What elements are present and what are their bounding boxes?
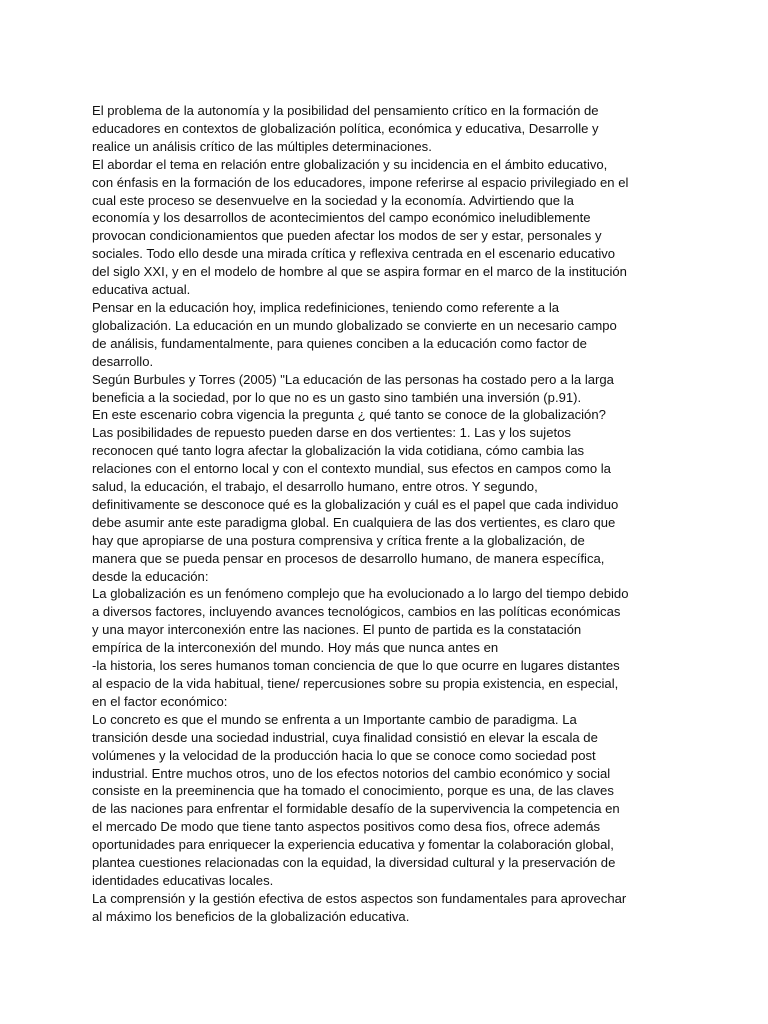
text-line: salud, la educación, el trabajo, el desarrollo humano, entre otros. Y segundo, (92, 479, 538, 495)
text-line: a diversos factores, incluyendo avances tecnológicos, cambios en las políticas económicas (92, 604, 621, 620)
text-line: sociales. Todo ello desde una mirada crítica y reflexiva centrada en el escenario educativo (92, 246, 616, 262)
text-line: cual este proceso se desenvuelve en la sociedad y la economía. Advirtiendo que la (92, 192, 574, 208)
text-line: En este escenario cobra vigencia la pregunta ¿ qué tanto se conoce de la globalización? (92, 407, 606, 423)
text-line: hay que apropiarse de una postura comprensiva y crítica frente a la globalización, de (92, 532, 585, 548)
text-line: educativa actual. (92, 282, 191, 298)
text-line: identidades educativas locales. (92, 872, 274, 888)
text-line: empírica de la interconexión del mundo. Hoy más que nunca antes en (92, 640, 499, 656)
text-line: en el factor económico: (92, 693, 228, 709)
text-line: reconocen qué tanto logra afectar la globalización la vida cotidiana, cómo cambia las (92, 443, 585, 459)
text-line: industrial. Entre muchos otros, uno de los efectos notorios del cambio económico y social (92, 765, 611, 781)
text-line: oportunidades para enriquecer la experiencia educativa y fomentar la colaboración global, (92, 837, 614, 853)
text-line: consiste en la preeminencia que ha tomado el conocimiento, porque es una, de las claves (92, 783, 614, 799)
text-line: Lo concreto es que el mundo se enfrenta a un Importante cambio de paradigma. La (92, 711, 577, 727)
text-line: al máximo los beneficios de la globalización educativa. (92, 908, 410, 924)
text-line: desarrollo. (92, 353, 154, 369)
text-line: Pensar en la educación hoy, implica redefiniciones, teniendo como referente a la (92, 299, 560, 315)
text-line: El abordar el tema en relación entre globalización y su incidencia en el ámbito educativo, (92, 156, 608, 172)
text-line: relaciones con el entorno local y con el contexto mundial, sus efectos en campos como la (92, 461, 611, 477)
text-line: transición desde una sociedad industrial, cuya finalidad consistió en elevar la escala de (92, 729, 598, 745)
text-line: del siglo XXI, y en el modelo de hombre al que se aspira formar en el marco de la institución (92, 264, 627, 280)
document-body (92, 102, 682, 926)
text-line: provocan condicionamientos que pueden afectar los modos de ser y estar, personales y (92, 228, 602, 244)
text-line: definitivamente se desconoce qué es la globalización y cuál es el papel que cada individuo (92, 496, 619, 512)
text-line: volúmenes y la velocidad de la producción hacia lo que se conoce como sociedad post (92, 747, 596, 763)
text-line: el mercado De modo que tiene tanto aspectos positivos como desa fios, ofrece además (92, 819, 601, 835)
text-line: de las naciones para enfrentar el formidable desafío de la supervivencia la competencia en (92, 801, 620, 817)
text-line: manera que se pueda pensar en procesos de desarrollo humano, de manera específica, (92, 550, 605, 566)
text-line: -la historia, los seres humanos toman conciencia de que lo que ocurre en lugares distantes (92, 658, 620, 674)
text-line: al espacio de la vida habitual, tiene/ repercusiones sobre su propia existencia, en especial, (92, 676, 619, 691)
text-line: Según Burbules y Torres (2005) "La educación de las personas ha costado pero a la larga (92, 371, 614, 387)
text-line: plantea cuestiones relacionadas con la equidad, la diversidad cultural y la preservación de (92, 855, 616, 871)
text-line: Las posibilidades de repuesto pueden darse en dos vertientes: 1. Las y los sujetos (92, 425, 571, 441)
text-line: economía y los desarrollos de acontecimientos del campo económico ineludiblemente (92, 210, 591, 226)
text-line: de análisis, fundamentalmente, para quienes conciben a la educación como factor de (92, 335, 587, 351)
text-line: desde la educación: (92, 568, 209, 584)
text-line: La globalización es un fenómeno complejo que ha evolucionado a lo largo del tiempo debido (92, 586, 629, 602)
text-line: beneficia a la sociedad, por lo que no es un gasto sino también una inversión (p.91). (92, 389, 582, 405)
text-line: con énfasis en la formación de los educadores, impone referirse al espacio privilegiado en el (92, 174, 629, 190)
text-line: educadores en contextos de globalización política, económica y educativa, Desarrolle y (92, 120, 599, 136)
text-line: La comprensión y la gestión efectiva de estos aspectos son fundamentales para aprovechar (92, 890, 627, 906)
text-line: globalización. La educación en un mundo globalizado se convierte en un necesario campo (92, 317, 617, 333)
document-page (92, 102, 682, 926)
text-line: debe asumir ante este paradigma global. En cualquiera de las dos vertientes, es claro que (92, 514, 616, 530)
text-line: y una mayor interconexión entre las naciones. El punto de partida es la constatación (92, 622, 582, 638)
text-line: realice un análisis crítico de las múltiples determinaciones. (92, 138, 432, 154)
text-line: El problema de la autonomía y la posibilidad del pensamiento crítico en la formación de (92, 103, 599, 118)
